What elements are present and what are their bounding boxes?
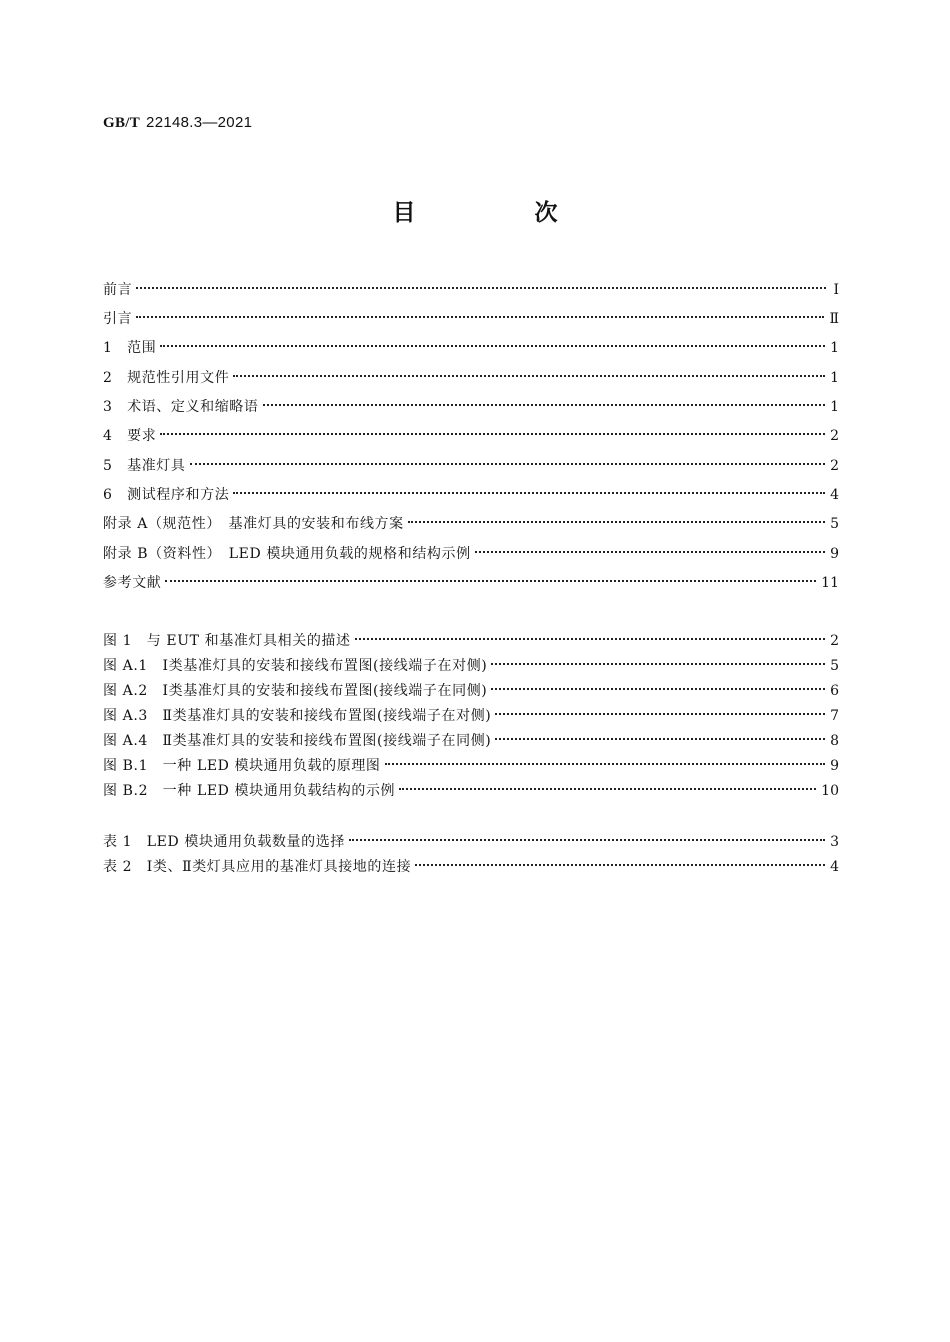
- toc-entry-label: 图 A.1 Ⅰ类基准灯具的安装和接线布置图(接线端子在对侧): [103, 658, 488, 674]
- document-code-number: 22148.3—2021: [146, 114, 253, 131]
- toc-entry-label: 附录 A（规范性） 基准灯具的安装和布线方案: [103, 516, 404, 532]
- dot-leader: [475, 538, 825, 558]
- toc-entry-bibliography[interactable]: [103, 567, 839, 591]
- toc-entry-label: 表 1 LED 模块通用负载数量的选择: [103, 834, 345, 850]
- toc-entry-page: 1: [830, 340, 839, 356]
- toc-entry-page: 10: [821, 783, 839, 799]
- toc-entry-figure[interactable]: [103, 625, 839, 649]
- dot-leader: [263, 391, 826, 411]
- dot-leader: [385, 750, 826, 770]
- toc-entry-normative-references[interactable]: [103, 362, 839, 386]
- toc-entry-page: Ⅱ: [829, 311, 839, 327]
- dot-leader: [415, 851, 825, 871]
- dot-leader: [399, 775, 816, 795]
- toc-entry-label: 3 术语、定义和缩略语: [103, 399, 259, 415]
- toc-entry-annex-a[interactable]: [103, 508, 839, 532]
- dot-leader: [160, 420, 825, 440]
- toc-entry-table[interactable]: [103, 851, 839, 875]
- toc-entry-page: 6: [830, 683, 839, 699]
- toc-entry-label: 图 B.2 一种 LED 模块通用负载结构的示例: [103, 783, 396, 799]
- dot-leader: [355, 625, 825, 645]
- toc-entry-page: 2: [830, 458, 839, 474]
- dot-leader: [136, 303, 824, 323]
- toc-entry-page: 3: [830, 834, 839, 850]
- toc-entry-page: 9: [830, 758, 839, 774]
- dot-leader: [491, 675, 825, 695]
- document-code: [103, 113, 252, 132]
- toc-entry-figure[interactable]: [103, 675, 839, 699]
- toc-entry-label: 附录 B（资料性） LED 模块通用负载的规格和结构示例: [103, 546, 471, 562]
- toc-entry-page: 8: [830, 733, 839, 749]
- dot-leader: [495, 725, 825, 745]
- toc-entry-page: 9: [830, 546, 839, 562]
- document-code-prefix: GB/T: [103, 115, 141, 131]
- toc-entry-page: 5: [830, 516, 839, 532]
- toc-entry-label: 图 1 与 EUT 和基准灯具相关的描述: [103, 633, 351, 649]
- toc-entry-table[interactable]: [103, 826, 839, 850]
- toc-entry-label: 图 A.2 Ⅰ类基准灯具的安装和接线布置图(接线端子在同侧): [103, 683, 488, 699]
- dot-leader: [233, 362, 825, 382]
- dot-leader: [408, 508, 825, 528]
- toc-entry-annex-b[interactable]: [103, 538, 839, 562]
- toc-entry-page: 11: [821, 575, 839, 591]
- toc-entry-label: 图 A.4 Ⅱ类基准灯具的安装和接线布置图(接线端子在同侧): [103, 733, 492, 749]
- toc-entry-terms[interactable]: [103, 391, 839, 415]
- toc-entry-label: 图 B.1 一种 LED 模块通用负载的原理图: [103, 758, 381, 774]
- toc-entry-label: 引言: [103, 311, 133, 327]
- toc-entry-page: 2: [830, 428, 839, 444]
- toc-entry-page: 2: [830, 633, 839, 649]
- toc-entry-label: 4 要求: [103, 428, 157, 444]
- toc-entry-figure[interactable]: [103, 650, 839, 674]
- dot-leader: [233, 479, 825, 499]
- page-title: 目 次: [392, 200, 606, 226]
- toc-entry-figure[interactable]: [103, 700, 839, 724]
- toc-entry-test-procedures[interactable]: [103, 479, 839, 503]
- toc-entry-label: 5 基准灯具: [103, 458, 186, 474]
- dot-leader: [160, 332, 825, 352]
- toc-entry-page: 1: [830, 370, 839, 386]
- dot-leader: [165, 567, 816, 587]
- toc-entry-introduction[interactable]: [103, 303, 839, 327]
- dot-leader: [349, 826, 825, 846]
- toc-entry-label: 图 A.3 Ⅱ类基准灯具的安装和接线布置图(接线端子在对侧): [103, 708, 492, 724]
- toc-entry-page: 5: [830, 658, 839, 674]
- toc-entry-page: 1: [830, 399, 839, 415]
- toc-entry-foreword[interactable]: [103, 274, 839, 298]
- toc-entry-page: 4: [830, 859, 839, 875]
- toc-entry-figure[interactable]: [103, 725, 839, 749]
- dot-leader: [491, 650, 825, 670]
- toc-entry-scope[interactable]: [103, 332, 839, 356]
- toc-entry-label: 前言: [103, 282, 133, 298]
- dot-leader: [136, 274, 826, 294]
- dot-leader: [190, 450, 826, 470]
- toc-entry-reference-luminaire[interactable]: [103, 450, 839, 474]
- toc-entry-label: 6 测试程序和方法: [103, 487, 230, 503]
- toc-entry-label: 表 2 Ⅰ类、Ⅱ类灯具应用的基准灯具接地的连接: [103, 859, 412, 875]
- toc-entry-requirements[interactable]: [103, 420, 839, 444]
- toc-entry-page: 4: [830, 487, 839, 503]
- toc-entry-label: 1 范围: [103, 340, 157, 356]
- toc-entry-figure[interactable]: [103, 775, 839, 799]
- dot-leader: [495, 700, 825, 720]
- toc-entry-page: 7: [830, 708, 839, 724]
- toc-entry-figure[interactable]: [103, 750, 839, 774]
- toc-entry-page: Ⅰ: [833, 282, 839, 298]
- toc-entry-label: 参考文献: [103, 575, 162, 591]
- toc-entry-label: 2 规范性引用文件: [103, 370, 230, 386]
